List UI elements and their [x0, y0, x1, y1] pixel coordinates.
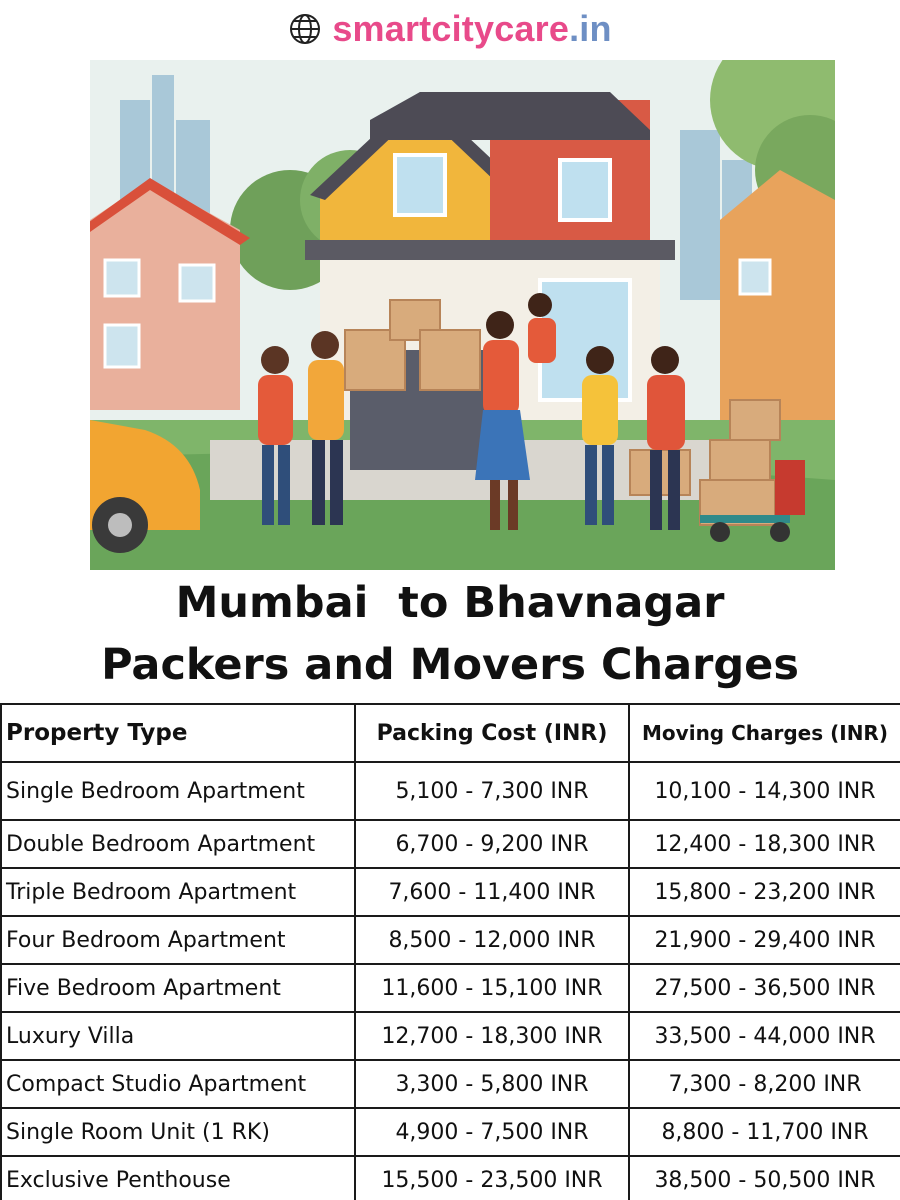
table-row [1, 868, 900, 916]
table-header-row [1, 704, 900, 762]
property-type-cell: Luxury Villa [1, 1012, 355, 1060]
table-row [1, 1012, 900, 1060]
table-row [1, 1060, 900, 1108]
hero-illustration [90, 60, 835, 570]
property-type-cell: Single Room Unit (1 RK) [1, 1108, 355, 1156]
packing-cost-cell: 12,700 - 18,300 INR [355, 1012, 629, 1060]
moving-charges-cell: 7,300 - 8,200 INR [629, 1060, 900, 1108]
table-row [1, 762, 900, 820]
moving-charges-cell: 27,500 - 36,500 INR [629, 964, 900, 1012]
table-row [1, 820, 900, 868]
page-title [0, 572, 900, 696]
packing-cost-cell: 8,500 - 12,000 INR [355, 916, 629, 964]
moving-charges-cell: 33,500 - 44,000 INR [629, 1012, 900, 1060]
moving-charges-cell: 10,100 - 14,300 INR [629, 762, 900, 820]
table-row [1, 1108, 900, 1156]
header-moving-charges: Moving Charges (INR) [629, 704, 900, 762]
property-type-cell: Single Bedroom Apartment [1, 762, 355, 820]
title-line-2: Packers and Movers Charges [101, 640, 799, 690]
packing-cost-cell: 11,600 - 15,100 INR [355, 964, 629, 1012]
globe-icon [288, 12, 322, 46]
table-row [1, 964, 900, 1012]
brand-name [332, 8, 611, 50]
property-type-cell: Double Bedroom Apartment [1, 820, 355, 868]
table-row [1, 1156, 900, 1200]
packing-cost-cell: 6,700 - 9,200 INR [355, 820, 629, 868]
packing-cost-cell: 5,100 - 7,300 INR [355, 762, 629, 820]
brand-header [0, 6, 900, 52]
packing-cost-cell: 3,300 - 5,800 INR [355, 1060, 629, 1108]
property-type-cell: Four Bedroom Apartment [1, 916, 355, 964]
brand-name-tld: .in [569, 8, 612, 49]
property-type-cell: Exclusive Penthouse [1, 1156, 355, 1200]
charges-table [0, 703, 900, 1200]
brand-name-main: smartcitycare [332, 8, 570, 49]
table-row [1, 916, 900, 964]
moving-family-illustration [90, 60, 835, 570]
packing-cost-cell: 15,500 - 23,500 INR [355, 1156, 629, 1200]
title-line-1: Mumbai to Bhavnagar [175, 578, 725, 628]
moving-charges-cell: 8,800 - 11,700 INR [629, 1108, 900, 1156]
property-type-cell: Compact Studio Apartment [1, 1060, 355, 1108]
moving-charges-cell: 12,400 - 18,300 INR [629, 820, 900, 868]
moving-charges-cell: 21,900 - 29,400 INR [629, 916, 900, 964]
property-type-cell: Triple Bedroom Apartment [1, 868, 355, 916]
packing-cost-cell: 7,600 - 11,400 INR [355, 868, 629, 916]
moving-charges-cell: 15,800 - 23,200 INR [629, 868, 900, 916]
packing-cost-cell: 4,900 - 7,500 INR [355, 1108, 629, 1156]
header-packing-cost: Packing Cost (INR) [355, 704, 629, 762]
header-property-type: Property Type [1, 704, 355, 762]
property-type-cell: Five Bedroom Apartment [1, 964, 355, 1012]
moving-charges-cell: 38,500 - 50,500 INR [629, 1156, 900, 1200]
